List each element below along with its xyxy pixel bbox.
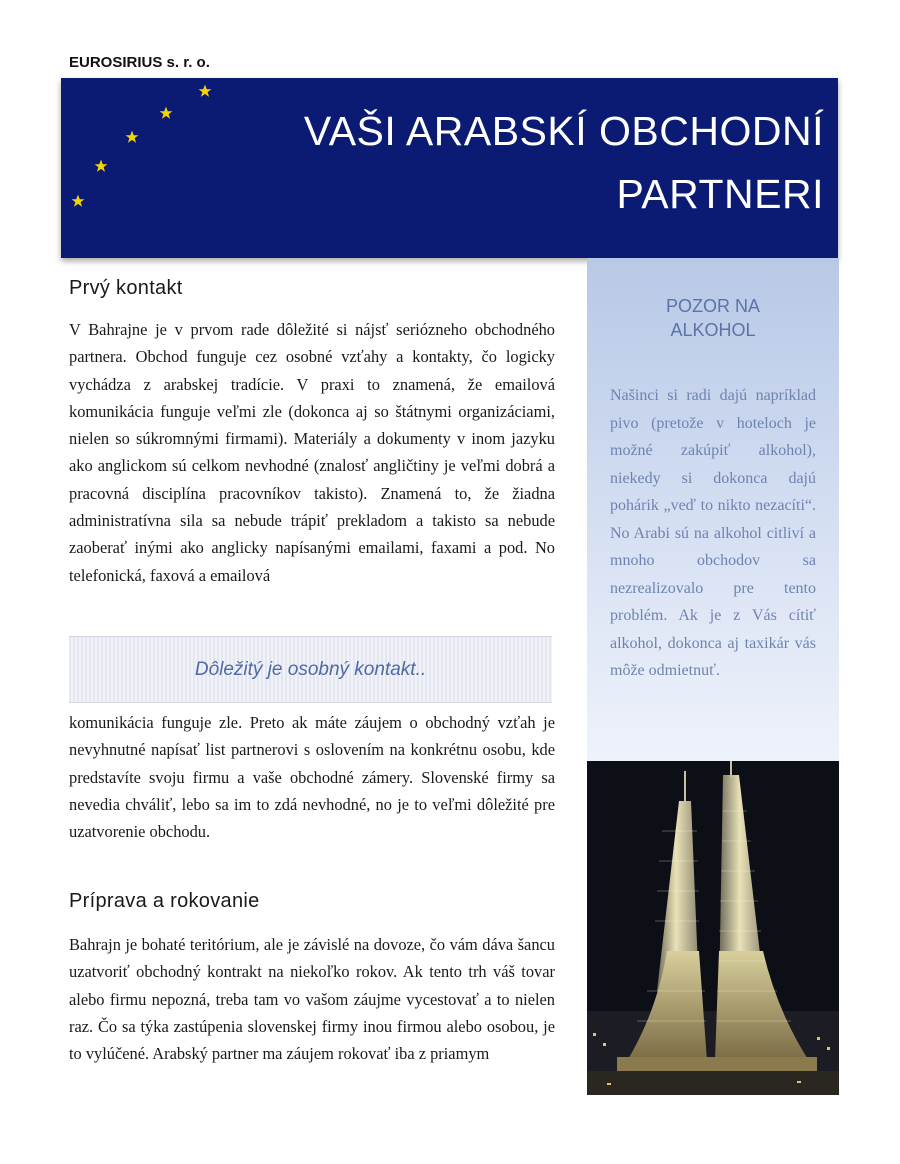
section-heading-preparation: Príprava a rokovanie (69, 890, 260, 912)
title-line-2: PARTNERI (616, 171, 824, 217)
star-icon (159, 106, 173, 120)
company-name: EUROSIRIUS s. r. o. (69, 54, 210, 71)
pull-quote-text: Dôležitý je osobný kontakt.. (194, 659, 427, 680)
star-icon (71, 194, 85, 208)
section-heading-first-contact: Prvý kontakt (69, 277, 183, 299)
sidebar-title-text: POZOR NA ALKOHOL (665, 296, 760, 340)
paragraph-preparation: Bahrajn je bohaté teritórium, ale je závislé na dovoze, čo vám dáva šancu uzatvoriť obchodný kontrakt na niekoľko rokov. Ak tento trh váš tovar alebo firmu nepozná, treba tam vo vašom záujme vycestovať a to nielen raz. Čo sa týka zastúpenia slovenskej firmy inou firmou alebo osobou, je to vylúčené. Arabský partner ma záujem rokovať iba z priamym (69, 935, 555, 1064)
title-line-1: VAŠI ARABSKÍ OBCHODNÍ (303, 108, 824, 154)
sidebar-text: Našinci si radi dajú napríklad pivo (pretože v hoteloch je možné zakúpiť alkohol), niekedy si dokonca dajú pohárik „veď to nikto nezacíti“. No Arabi sú na alkohol citliví a mnoho obchodov sa nezrealizovalo pre tento problém. Ak je z Vás cítiť alkohol, dokonca aj taxikár vás môže odmietnuť. (610, 387, 816, 679)
title-banner (61, 78, 838, 258)
star-icon (94, 159, 108, 173)
star-icon (125, 130, 139, 144)
page-title (184, 100, 824, 226)
towers-photo (587, 761, 839, 1095)
sidebar-title (587, 294, 839, 342)
paragraph-first-contact-continued: komunikácia funguje zle. Preto ak máte záujem o obchodný vzťah je nevyhnutné napísať list partnerovi s oslovením na konkrétnu osobu, kde predstavíte svoju firmu a vaše obchodné zámery. Slovenské firmy sa nevedia chváliť, lebo sa im to zdá nevhodné, no je to veľmi dôležité pre uzatvorenie obchodu. (69, 713, 555, 842)
sidebar-alcohol (587, 258, 839, 761)
paragraph-first-contact: V Bahrajne je v prvom rade dôležité si nájsť seriózneho obchodného partnera. Obchod funguje cez osobné vzťahy a kontakty, čo logicky vychádza z arabskej tradície. V praxi to znamená, že emailová komunikácia funguje veľmi zle (dokonca aj so štátnymi organizáciami, nielen so súkromnými firmami). Materiály a dokumenty v inom jazyku ako anglickom sú celkom nevhodné (znalosť angličtiny je veľmi dobrá a pracovná disciplína pracovníkov takisto). Znamená to, že žiadna administratívna sila sa nebude trápiť prekladom a takisto sa nebude zaoberať inými ako anglicky napísanými emailami, faxami a pod. No telefonická, faxová a emailová (69, 320, 555, 585)
pull-quote (69, 636, 552, 703)
star-icon (198, 84, 212, 98)
